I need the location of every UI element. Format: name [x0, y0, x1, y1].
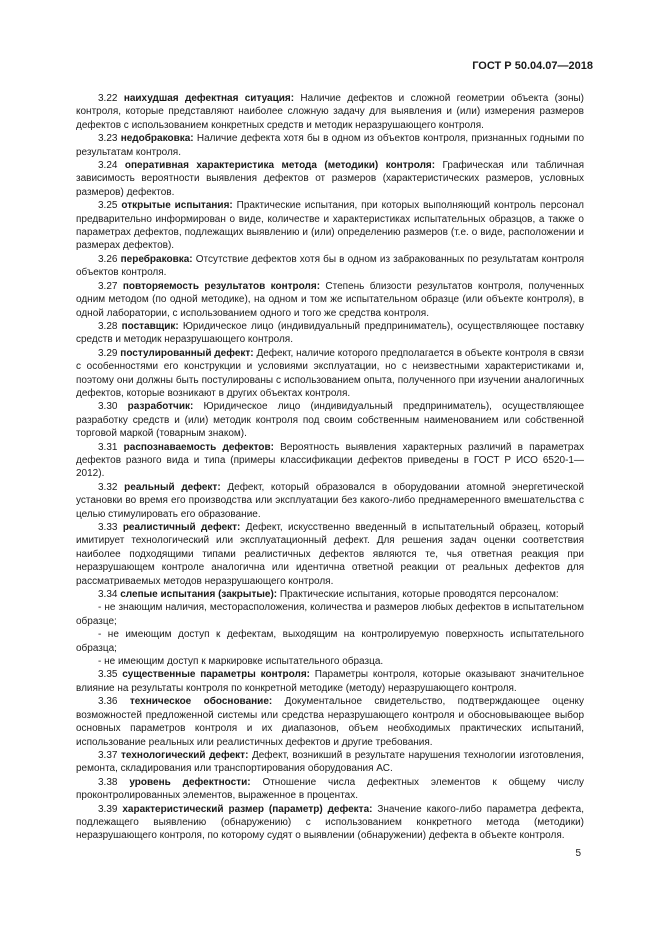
page-number: 5	[575, 848, 581, 859]
definition-entry: 3.36 техническое обоснование: Документальное свидетельство, подтверждающее оценку возможностей предложенной системы или средства неразрушающего контроля и обосновывающее выбор основных параметров контроля и их диапазонов, объем необходимых практических испытаний, использование реальных или реалистичных дефектов и другие требования.	[76, 696, 585, 748]
definition-entry: 3.31 распознаваемость дефектов: Вероятность выявления характерных различий в параметрах дефектов разного вида и типа (примеры классификации дефектов приведены в ГОСТ Р ИСО 6520-1—2012).	[76, 441, 585, 480]
definition-entry: 3.39 характеристический размер (параметр) дефекта: Значение какого-либо параметра дефекта, подлежащего выявлению (обнаружению) с использованием конкретного метода (методики) неразрушающего контроля, по которому судят о выявлении (обнаружении) дефекта в объекте контроля.	[76, 803, 584, 842]
definition-entry: 3.24 оперативная характеристика метода (методики) контроля: Графическая или табличная зависимость вероятности выявления дефектов от размеров (характеристических размеров, условных размеров) дефектов.	[76, 160, 584, 198]
definition-entry: 3.22 наихудшая дефектная ситуация: Наличие дефектов и сложной геометрии объекта (зоны) контроля, которые представляют наиболее сложную задачу для выявления и (или) измерения размеров дефектов с использованием конкретных средств и методик неразрушающего контроля.	[76, 93, 584, 131]
list-item: - не имеющим доступ к дефектам, выходящим на контролируемую поверхность испытательного образца;	[76, 629, 584, 654]
definition-entry: 3.38 уровень дефектности: Отношение числа дефектных элементов к общему числу проконтролированных элементов, выраженное в процентах.	[76, 776, 585, 802]
definition-entry: 3.35 существенные параметры контроля: Параметры контроля, которые оказывают значительное влияние на результаты контроля по конкретной методике (методу) неразрушающего контроля.	[76, 669, 584, 694]
definition-entry: 3.25 открытые испытания: Практические испытания, при которых выполняющий контроль персонал предварительно информирован о виде, количестве и характеристиках испытательных образцов, а также о параметрах дефектов, подлежащих выявлению и (или) определению размеров (т.е. о виде, расположении и размерах дефектов).	[76, 200, 585, 252]
definition-entry: 3.30 разработчик: Юридическое лицо (индивидуальный предприниматель), осуществляющее разработку средств и (или) методик контроля под своим собственным наименованием или собственной торговой маркой (товарным знаком).	[76, 401, 585, 440]
definition-entry: 3.37 технологический дефект: Дефект, возникший в результате нарушения технологии изготовления, ремонта, складирования или транспортирования оборудования АС.	[76, 749, 584, 775]
document-body	[76, 92, 584, 843]
definition-entry: 3.23 недобраковка: Наличие дефекта хотя бы в одном из объектов контроля, признанных годными по результатам контроля.	[76, 133, 585, 158]
definition-entry: 3.28 поставщик: Юридическое лицо (индивидуальный предприниматель), осуществляющее поставку средств и методик неразрушающего контроля.	[76, 320, 585, 346]
definition-entry: 3.27 повторяемость результатов контроля: Степень близости результатов контроля, полученных одним методом (по одной методике), на одном и том же испытательном образце (или объекте контроля), в одной лаборатории, с использованием одного и того же средства контроля.	[76, 280, 585, 319]
document-code: ГОСТ Р 50.04.07—2018	[472, 60, 593, 72]
definition-entry: 3.29 постулированный дефект: Дефект, наличие которого предполагается в объекте контроля в связи с особенностями его конструкции и условиями эксплуатации, но с неизвестными характеристиками и, поэтому они должны быть постулированы с использованием опыта, полученного при изучении аналогичных дефектов, которые возникают в других объектах контроля.	[76, 347, 584, 399]
list-item: - не имеющим доступ к маркировке испытательного образца.	[98, 656, 384, 668]
definition-entry: 3.32 реальный дефект: Дефект, который образовался в оборудовании атомной энергетической установки во время его производства или эксплуатации без какого-либо преднамеренного вмешательства с целью стимулировать его образование.	[76, 481, 584, 520]
list-item: - не знающим наличия, месторасположения, количества и размеров любых дефектов в испытательном образце;	[76, 602, 584, 627]
definition-entry: 3.33 реалистичный дефект: Дефект, искусственно введенный в испытательный образец, который имитирует технологический или эксплуатационный дефект. Для решения задач оценки соответствия наиболее подходящими типами реалистичных дефектов являются те, чья ответная реакция при неразрушающем контроле аналогична или идентична ответной реакции от реальных дефектов для рассматриваемых методов неразрушающего контроля.	[76, 522, 585, 587]
definition-entry: 3.34 слепые испытания (закрытые): Практические испытания, которые проводятся персоналом:	[98, 589, 559, 601]
definition-entry: 3.26 перебраковка: Отсутствие дефектов хотя бы в одном из забракованных по результатам контроля объектов контроля.	[76, 253, 585, 279]
